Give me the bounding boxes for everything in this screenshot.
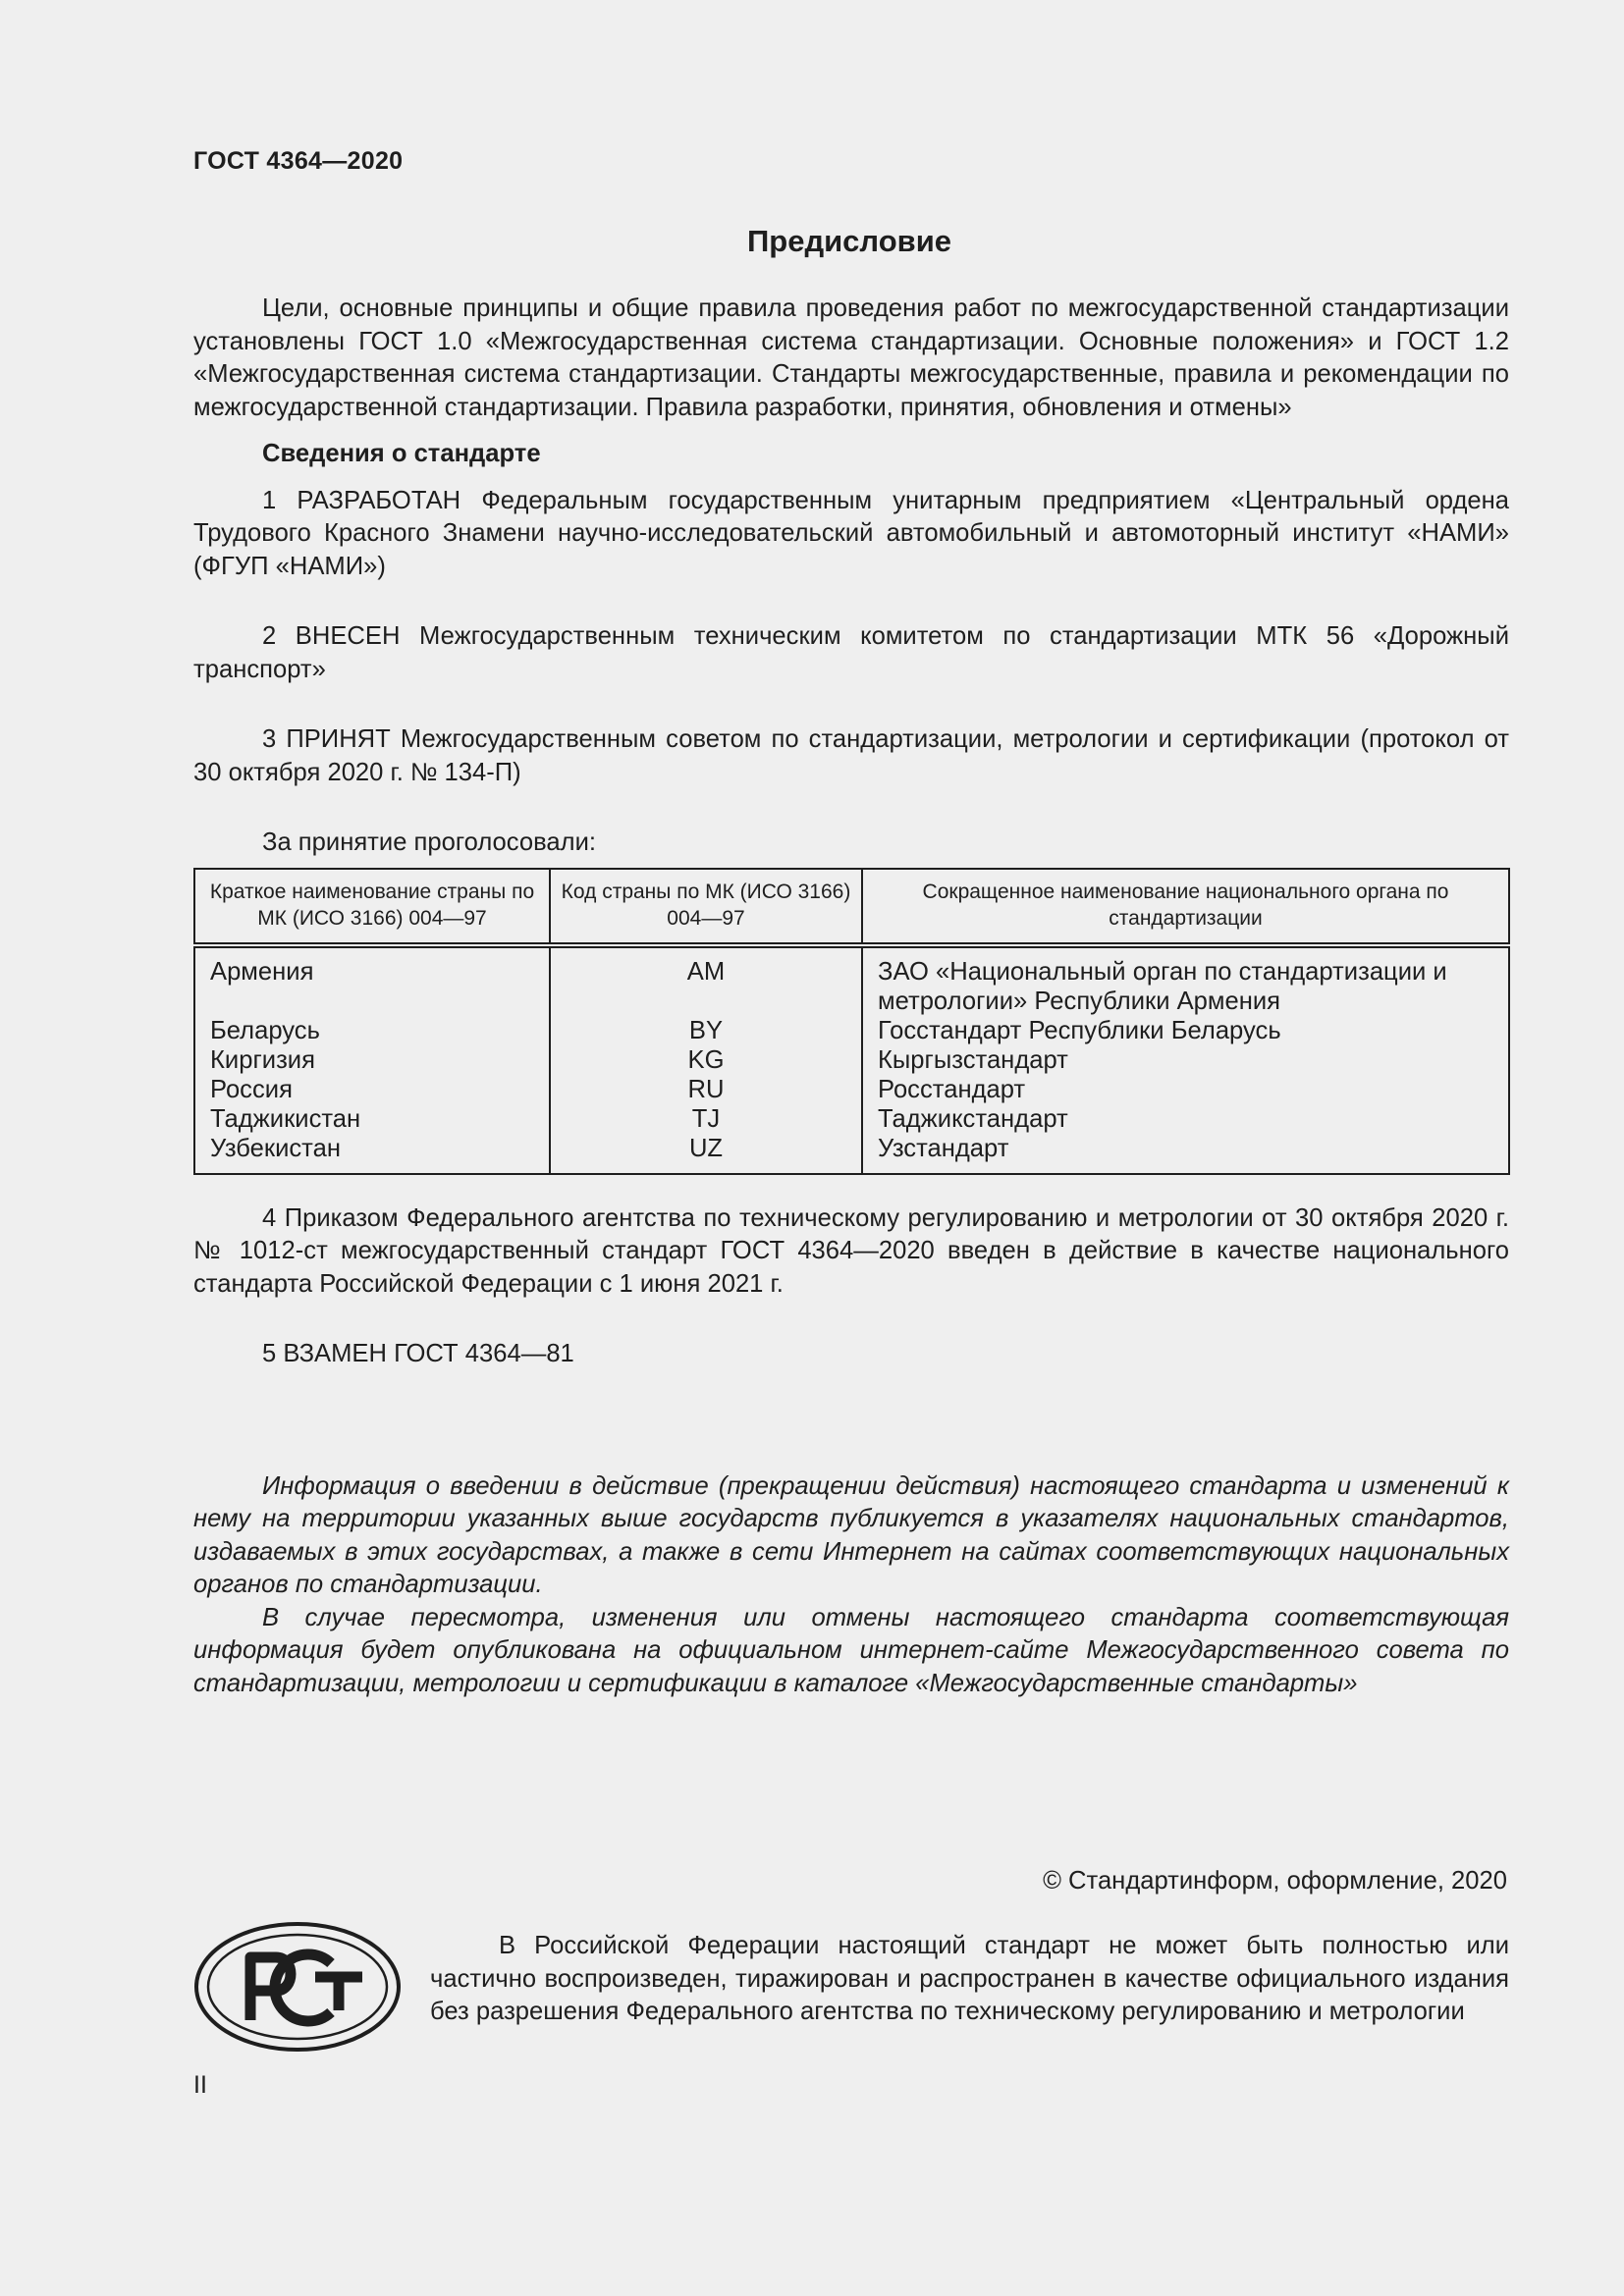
copyright-line: © Стандартинформ, оформление, 2020 <box>1043 1867 1507 1895</box>
cell-code: KG <box>550 1045 862 1075</box>
cell-code: BY <box>550 1016 862 1045</box>
cell-code: TJ <box>550 1104 862 1134</box>
item-adopted: 3 ПРИНЯТ Межгосударственным советом по стандартизации, метрологии и сертификации (протокол от 30 октября 2020 г. № 134-П) <box>193 725 1509 786</box>
cell-country: Беларусь <box>210 1016 320 1044</box>
cell-country: Таджикистан <box>210 1104 361 1133</box>
document-header: ГОСТ 4364—2020 <box>193 147 404 175</box>
info-heading: Сведения о стандарте <box>262 440 541 467</box>
column-header-code: Код страны по МК (ИСО 3166) 004—97 <box>550 869 862 945</box>
item-submitted: 2 ВНЕСЕН Межгосударственным техническим комитетом по стандартизации МТК 56 «Дорожный транспорт» <box>193 622 1509 683</box>
page-number: II <box>193 2071 207 2099</box>
table-row <box>194 1134 1509 1174</box>
cell-country: Узбекистан <box>210 1134 341 1162</box>
column-header-body: Сокращенное наименование национального органа по стандартизации <box>862 869 1509 945</box>
cell-code: AM <box>550 945 862 1016</box>
cell-body: Узстандарт <box>862 1134 1509 1174</box>
foreword-body <box>193 293 1509 1700</box>
cell-body: Таджикстандарт <box>862 1104 1509 1134</box>
cell-country: Киргизия <box>210 1045 315 1074</box>
info-italic-paragraph: В случае пересмотра, изменения или отмены настоящего стандарта соответствующая информация будет опубликована на официальном интернет-сайте Межгосударственного совета по стандартизации, метрологии и сертификации в каталоге «Межгосударственные стандарты» <box>193 1603 1509 1697</box>
cell-code: UZ <box>550 1134 862 1174</box>
page-title: Предисловие <box>746 224 951 258</box>
table-row <box>194 1104 1509 1134</box>
table-row <box>194 1075 1509 1104</box>
intro-paragraph: Цели, основные принципы и общие правила проведения работ по межгосударственной стандартизации установлены ГОСТ 1.0 «Межгосударственная система стандартизации. Основные положения» и ГОСТ 1.2 «Межгосударственная система стандартизации. Стандарты межгосударственные, правила и рекомендации по межгосударственной стандартизации. Правила разработки, принятия, обновления и отмены» <box>193 294 1509 421</box>
publication-info <box>193 1470 1509 1701</box>
column-header-country: Краткое наименование страны по МК (ИСО 3166) 004—97 <box>194 869 550 945</box>
table-row <box>194 1045 1509 1075</box>
cell-body: Кыргызстандарт <box>862 1045 1509 1075</box>
cell-code: RU <box>550 1075 862 1104</box>
rst-logo-icon <box>193 1920 402 2054</box>
cell-body: Росстандарт <box>862 1075 1509 1104</box>
item-replaces: 5 ВЗАМЕН ГОСТ 4364—81 <box>262 1340 574 1367</box>
cell-country: Армения <box>210 957 314 986</box>
reproduction-notice: В Российской Федерации настоящий стандарт не может быть полностью или частично воспроизведен, тиражирован и распространен в качестве официального издания без разрешения Федерального агентства по техническому регулированию и метрологии <box>430 1932 1509 2025</box>
cell-body: Госстандарт Республики Беларусь <box>862 1016 1509 1045</box>
table-row <box>194 1016 1509 1045</box>
item-developed: 1 РАЗРАБОТАН Федеральным государственным унитарным предприятием «Центральный ордена Трудового Красного Знамени научно-исследовательский автомобильный и автомоторный институт «НАМИ» (ФГУП «НАМИ») <box>193 486 1509 580</box>
info-italic-paragraph: Информация о введении в действие (прекращении действия) настоящего стандарта и изменений к нему на территории указанных выше государств публикуется в указателях национальных стандартов, издаваемых в этих государствах, а также в сети Интернет на сайтах соответствующих национальных органов по стандартизации. <box>193 1471 1509 1598</box>
voting-table <box>193 868 1510 1175</box>
table-header-row <box>194 869 1509 945</box>
item-order: 4 Приказом Федерального агентства по техническому регулированию и метрологии от 30 октября 2020 г. № 1012-ст межгосударственный стандарт ГОСТ 4364—2020 введен в действие в качестве национального стандарта Российской Федерации с 1 июня 2021 г. <box>193 1203 1509 1298</box>
vote-label: За принятие проголосовали: <box>262 828 596 856</box>
cell-body: ЗАО «Национальный орган по стандартизации и метрологии» Республики Армения <box>862 945 1509 1016</box>
table-row <box>194 945 1509 1016</box>
cell-country: Россия <box>210 1075 293 1103</box>
